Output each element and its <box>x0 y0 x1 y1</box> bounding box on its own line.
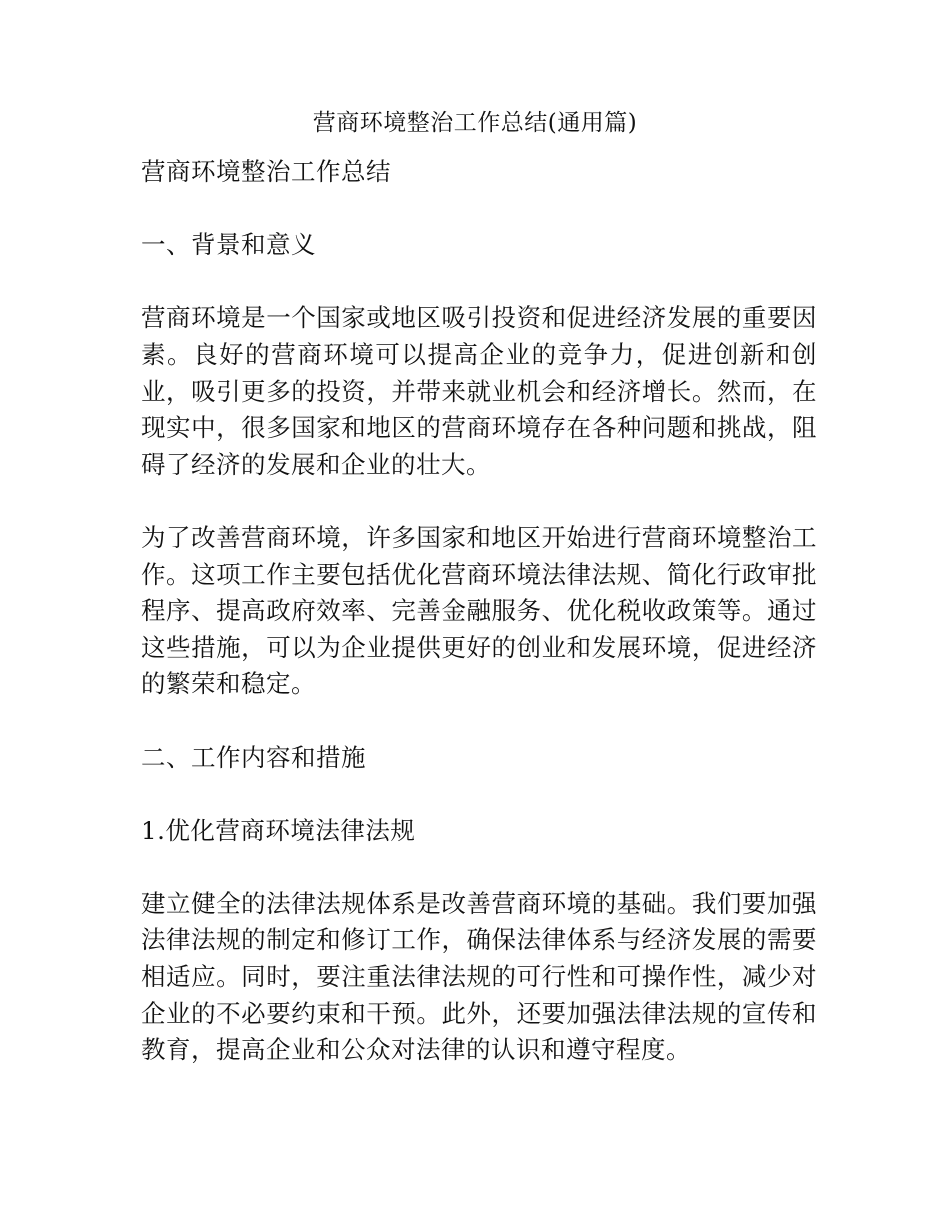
section-heading-measures: 二、工作内容和措施 <box>141 742 366 772</box>
document-body <box>141 154 817 1069</box>
paragraph-laws: 建立健全的法律法规体系是改善营商环境的基础。我们要加强法律法规的制定和修订工作，确保法律体系与经济发展的需要相适应。同时，要注重法律法规的可行性和可操作性，减少对企业的不必要约束和干预。此外，还要加强法律法规的宣传和教育，提高企业和公众对法律的认识和遵守程度。 <box>141 888 817 1065</box>
document-subtitle: 营商环境整治工作总结 <box>141 157 391 186</box>
document-title: 营商环境整治工作总结(通用篇) <box>312 110 638 136</box>
subsection-heading-laws: 1.优化营商环境法律法规 <box>141 815 416 845</box>
paragraph-background-2: 为了改善营商环境，许多国家和地区开始进行营商环境整治工作。这项工作主要包括优化营商环境法律法规、简化行政审批程序、提高政府效率、完善金融服务、优化税收政策等。通过这些措施，可以为企业提供更好的创业和发展环境，促进经济的繁荣和稳定。 <box>141 522 817 699</box>
section-heading-background: 一、背景和意义 <box>141 230 316 260</box>
paragraph-background-1: 营商环境是一个国家或地区吸引投资和促进经济发展的重要因素。良好的营商环境可以提高企业的竞争力，促进创新和创业，吸引更多的投资，并带来就业机会和经济增长。然而，在现实中，很多国家和地区的营商环境存在各种问题和挑战，阻碍了经济的发展和企业的壮大。 <box>141 303 817 479</box>
